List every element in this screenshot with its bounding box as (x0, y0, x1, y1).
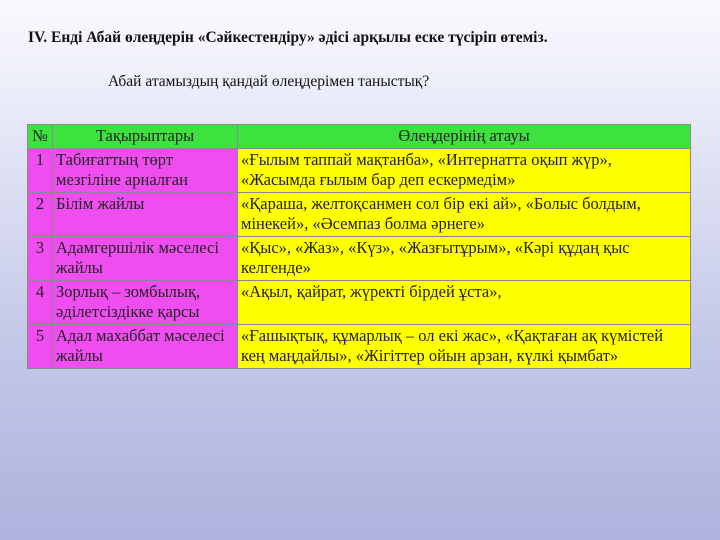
row-poems: «Қыс», «Жаз», «Күз», «Жазғытұрым», «Кәрі құдаң қыс келгенде» (238, 237, 691, 281)
table-header-row (28, 125, 691, 149)
row-topic: Зорлық – зомбылық, әділетсіздікке қарсы (53, 281, 238, 325)
row-topic: Адамгершілік мәселесі жайлы (53, 237, 238, 281)
header-number: № (28, 125, 53, 149)
row-number: 1 (28, 149, 53, 193)
table-row (28, 149, 691, 193)
row-topic: Табиғаттың төрт мезгіліне арналған (53, 149, 238, 193)
header-poem-titles: Өлеңдерінің атауы (238, 125, 691, 149)
row-topic: Адал махаббат мәселесі жайлы (53, 325, 238, 369)
row-number: 4 (28, 281, 53, 325)
row-poems: «Ақыл, қайрат, жүректі бірдей ұста», (238, 281, 691, 325)
header-topics: Тақырыптары (53, 125, 238, 149)
table-row (28, 237, 691, 281)
row-poems: «Ғылым таппай мақтанба», «Интернатта оқып жүр», «Жасымда ғылым бар деп ескермедім» (238, 149, 691, 193)
section-heading: IV. Енді Абай өлеңдерін «Сәйкестендіру» әдісі арқылы еске түсіріп өтеміз. (28, 29, 548, 46)
row-poems: «Қараша, желтоқсанмен сол бір екі ай», «Болыс болдым, мінекей», «Әсемпаз болма әрнеге» (238, 193, 691, 237)
row-topic: Білім жайлы (53, 193, 238, 237)
row-number: 5 (28, 325, 53, 369)
question-text: Абай атамыздың қандай өлеңдерімен таныстық? (108, 73, 430, 90)
table-row (28, 281, 691, 325)
row-number: 2 (28, 193, 53, 237)
row-poems: «Ғашықтық, құмарлық – ол екі жас», «Қақтаған ақ күмістей кең маңдайлы», «Жігіттер ойын арзан, күлкі қымбат» (238, 325, 691, 369)
poems-matching-table (27, 124, 691, 369)
table-row (28, 193, 691, 237)
row-number: 3 (28, 237, 53, 281)
table-row (28, 325, 691, 369)
